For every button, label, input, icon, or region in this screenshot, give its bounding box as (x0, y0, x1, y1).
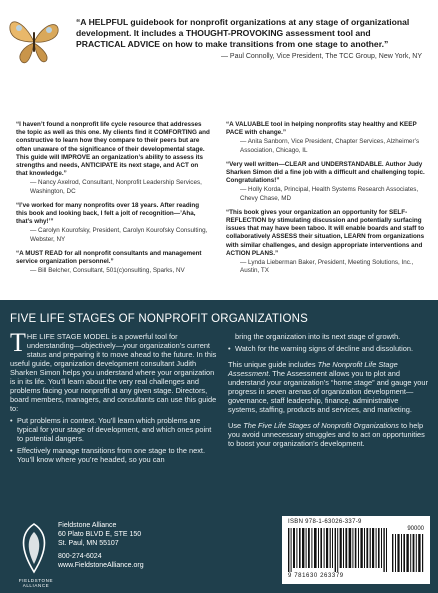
bullet-text: Effectively manage transitions from one stage to the next. You’ll know where you’re headed, so you can (17, 446, 206, 464)
publisher-website[interactable]: www.FieldstoneAlliance.org (58, 562, 144, 569)
bullet-icon: • (10, 446, 13, 455)
paragraph-text: This unique guide includes (228, 360, 318, 369)
paragraph-text: . The Assessment allows you to plot and understand your organization’s “home stage” and gauge your progress in seven arenas of organization development—governance, staff leadership, finance, administrative systems, staffing, products and services, and marketing. (228, 369, 428, 414)
bullet-icon: • (228, 344, 231, 353)
bullet-item (10, 416, 218, 443)
paragraph-text: to help you avoid unnecessary struggles and to act on opportunities to boost your organization’s development. (228, 421, 425, 448)
book-title: The Five Life Stages of Nonprofit Organizations (243, 421, 399, 430)
intro-paragraph (10, 328, 218, 413)
barcode-bars-icon (288, 528, 388, 572)
assessment-paragraph (228, 360, 428, 414)
section-title: FIVE LIFE STAGES OF NONPROFIT ORGANIZATIONS (10, 313, 309, 325)
price-barcode-icon (392, 534, 424, 572)
butterfly-icon (6, 12, 62, 68)
endorsement-attribution: — Nancy Axelrod, Consultant, Nonprofit Leadership Services, Washington, DC (30, 179, 202, 195)
publisher-name: Fieldstone Alliance (58, 522, 117, 529)
paragraph-text: Use (228, 421, 244, 430)
isbn-number: ISBN 978-1-63026-337-9 (288, 519, 362, 525)
fieldstone-logo-icon (16, 522, 52, 574)
bullet-continuation: bring the organization into its next stage of growth. (235, 332, 401, 341)
endorsement (16, 121, 210, 196)
publisher-address-line1: 60 Plato BLVD E, STE 150 (58, 531, 142, 538)
endorsement (226, 161, 426, 203)
bullet-icon: • (10, 416, 13, 425)
endorsement-attribution: — Bill Belcher, Consultant, 501(c)onsulting, Sparks, NV (30, 267, 185, 275)
description-panel (0, 300, 438, 593)
bullet-item (10, 446, 218, 464)
description-right-column (228, 332, 428, 448)
publisher-phone: 800-274-6024 (58, 553, 102, 560)
closing-paragraph (228, 421, 428, 448)
endorsement-attribution: — Carolyn Kourofsky, President, Carolyn Kourofsky Consulting, Webster, NY (30, 227, 208, 243)
endorsement-text: “I’ve worked for many nonprofits over 18 years. After reading this book and looking back, I felt a jolt of recognition—’Aha, that’s why!’” (16, 201, 200, 226)
bullet-item (228, 344, 428, 353)
endorsement (226, 209, 426, 276)
endorsement (16, 202, 210, 244)
price-code: 90000 (407, 526, 424, 532)
drop-cap: T (10, 328, 26, 357)
description-left-column (10, 328, 218, 464)
logo-wordmark: FIELDSTONE ALLIANCE (18, 578, 54, 588)
endorsement-text: “This book gives your organization an opportunity for SELF-REFLECTION by stimulating discussion and potentially surfacing issues that may have been taboo. It will enable boards and staff to collaboratively ASSESS their situation, LEARN from organizations with similar challenges, and design appropriate interventions and ACTION PLANS.” (226, 208, 425, 257)
endorsement-attribution: — Holly Korda, Principal, Health Systems Research Associates, Chevy Chase, MD (240, 186, 419, 202)
isbn-barcode (282, 516, 430, 584)
endorsement (226, 121, 426, 155)
bullet-text: Put problems in context. You’ll learn which problems are typical for your stage of development, and which ones point to potential dangers. (17, 416, 212, 443)
endorsement-columns (16, 121, 426, 296)
lead-quote: “A HELPFUL guidebook for nonprofit organizations at any stage of organizational development. It includes a THOUGHT-PROVOKING assessment tool and PRACTICAL ADVICE on how to make transitions from one stage to another.” (76, 17, 410, 49)
assessment-title: The Nonprofit Life Stage Assessment (228, 360, 398, 378)
lead-attribution: — Paul Connolly, Vice President, The TCC Group, New York, NY (220, 53, 422, 60)
publisher-info (58, 521, 144, 570)
endorsement-column-right (226, 121, 426, 281)
endorsement-attribution: — Lynda Lieberman Baker, President, Meeting Solutions, Inc., Austin, TX (240, 259, 414, 275)
endorsement (16, 250, 210, 276)
lead-endorsement (76, 17, 422, 60)
endorsement-text: “A VALUABLE tool in helping nonprofits stay healthy and KEEP PACE with change.” (226, 121, 417, 137)
endorsement-attribution: — Anita Sanborn, Vice President, Chapter Services, Alzheimer’s Association, Chicago, IL (240, 138, 420, 154)
endorsement-text: “Very well written—CLEAR and UNDERSTANDABLE. Author Judy Sharken Simon did a fine job with a difficult and challenging topic. Congratulations!” (226, 160, 425, 185)
endorsement-text: “A MUST READ for all nonprofit consultants and management service organization personnel.” (16, 249, 202, 266)
publisher-address-line2: St. Paul, MN 55107 (58, 540, 119, 547)
endorsement-column-left (16, 121, 210, 281)
intro-text: HE LIFE STAGE MODEL is a powerful tool for understanding—objectively—your organization’s current status and preparing it to move ahead to the future. In this useful guide, organization development consultant Judith Sharken Simon helps you understand where your organization is in its life. You’ll learn about the very real challenges and problems facing your nonprofit at any given stage. Directors, board members, managers, and consultants can use this guide to: (10, 332, 217, 413)
bullet-text: Watch for the warning signs of decline and dissolution. (235, 344, 414, 353)
endorsement-text: “I haven’t found a nonprofit life cycle resource that addresses the topic as well as this one. My clients find it COMFORTING and constructive to learn how they compare to their peers but are often unaware of the significance of their developmental stage. This guide will IMPROVE an organization’s ability to assess its strengths and needs, ANTICIPATE its next stage, and ACT on that knowledge.” (16, 121, 210, 178)
barcode-digits: 9 781630 263379 (288, 573, 344, 579)
